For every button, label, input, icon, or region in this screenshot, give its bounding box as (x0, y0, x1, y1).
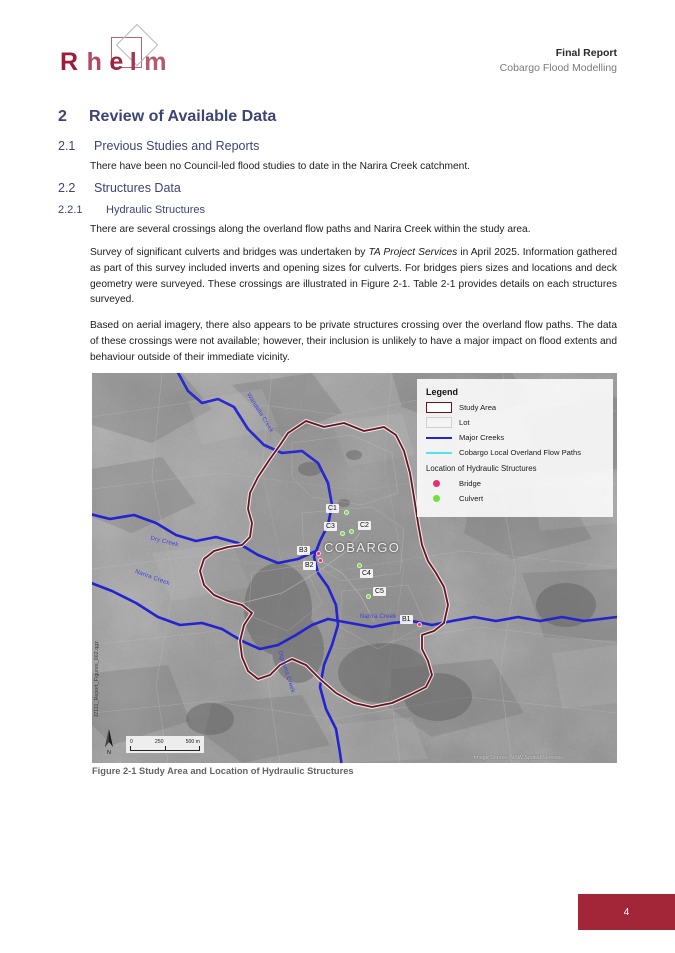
lot-swatch-icon (426, 417, 452, 428)
heading-number: 2.1 (58, 139, 76, 153)
heading-section-2-1 (58, 139, 259, 153)
legend-subheading: Location of Hydraulic Structures (426, 464, 537, 473)
overland-flow-line-icon (426, 447, 452, 458)
study-area-swatch-icon (426, 402, 452, 413)
logo-letter-m: m (144, 48, 168, 76)
heading-section-2-2-1 (58, 204, 205, 216)
culvert-marker-c1 (344, 510, 349, 515)
logo-letter-e: e (109, 48, 125, 76)
rhelm-logo (60, 34, 190, 86)
creek-label: Wandella Creek (245, 392, 275, 434)
paragraph-private-structures: Based on aerial imagery, there also appears to be private structures crossing over the overland flow paths. The data of these crossings were not available; however, their inclusion is unlikely to have a major impact on flood extents and behaviour outside of their immediate vicinity. (90, 320, 617, 363)
map-scale-bar (126, 736, 204, 753)
legend-label: Culvert (459, 493, 484, 503)
bridge-marker-b1 (417, 622, 422, 627)
legend-item-major-creeks (426, 432, 604, 443)
scale-tick-labels (130, 739, 200, 745)
project-file-reference: J2111_Report_Figures_002.qgz (94, 640, 100, 717)
culvert-dot-icon (426, 493, 452, 504)
report-title: Final Report (555, 47, 617, 59)
paragraph-survey (90, 245, 617, 308)
page-header (0, 0, 675, 96)
creek-label: Dry Creek (149, 535, 180, 549)
culvert-marker-c2 (349, 529, 354, 534)
logo-letter-l: l (129, 48, 139, 76)
legend-item-lot (426, 417, 604, 428)
legend-title: Legend (426, 387, 459, 397)
structure-label-c1: C1 (328, 504, 337, 512)
page-number: 4 (623, 906, 630, 918)
structure-label-b1: B1 (402, 615, 411, 623)
structure-label-b3: B3 (299, 546, 308, 554)
legend-item-study-area (426, 402, 604, 413)
legend-item-bridge (426, 478, 604, 489)
legend-label: Study Area (459, 402, 497, 412)
legend-label: Major Creeks (459, 432, 505, 442)
heading-number: 2.2.1 (58, 204, 83, 216)
heading-title: Review of Available Data (89, 108, 277, 125)
bridge-marker-b3 (316, 551, 321, 556)
north-label: N (107, 750, 111, 756)
scale-bar-graphic (130, 746, 200, 751)
header-text-block (500, 46, 617, 76)
heading-section-2 (58, 108, 276, 126)
creek-label: Narira Creek (360, 614, 397, 620)
creek-label: Narira Creek (134, 568, 171, 588)
paragraph-crossings: There are several crossings along the overland flow paths and Narira Creek within the study area. (90, 224, 531, 235)
bridge-marker-b2 (318, 558, 323, 563)
structure-label-c3: C3 (326, 522, 335, 530)
figure-2-1 (92, 373, 617, 763)
survey-text-a: Survey of significant culverts and bridges was undertaken by (90, 247, 369, 258)
logo-letter-h: h (86, 48, 104, 76)
heading-number: 2 (58, 108, 67, 125)
image-source-credit: Image Source: NSW Spatial Services (473, 755, 563, 761)
structure-label-c5: C5 (375, 587, 384, 595)
report-subtitle: Cobargo Flood Modelling (499, 62, 617, 75)
north-arrow-glyph (102, 729, 116, 748)
culvert-marker-c3 (340, 531, 345, 536)
legend-label: Lot (459, 417, 470, 427)
legend-item-overland-flow-paths (426, 447, 604, 458)
paragraph-2-1: There have been no Council-led flood studies to date in the Narira Creek catchment. (90, 161, 470, 172)
structure-label-c2: C2 (360, 521, 369, 529)
legend-item-culvert (426, 493, 604, 504)
heading-number: 2.2 (58, 181, 76, 195)
scale-tick: 0 (130, 739, 133, 745)
map-legend (417, 379, 613, 517)
structure-label-c4: C4 (362, 569, 371, 577)
figure-caption: Figure 2-1 Study Area and Location of Hydraulic Structures (92, 766, 354, 776)
survey-company-name: TA Project Services (368, 247, 458, 258)
logo-letter-r: R (60, 48, 80, 76)
major-creek-line-icon (426, 432, 452, 443)
town-label-cobargo: COBARGO (324, 540, 401, 555)
creek-label: Dignams Creek (276, 650, 296, 694)
bridge-dot-icon (426, 478, 452, 489)
structure-label-b2: B2 (305, 561, 314, 569)
map-image (92, 373, 617, 763)
heading-title: Structures Data (94, 181, 181, 195)
survey-text-b: in April 2025. Information gathered as part of this survey included inverts and opening sizes for culverts. For bridges piers sizes and locations and deck geometry were surveyed. These crossings are illustrated in Figure 2-1. Table 2-1 provides details on each structures surveyed. (90, 247, 617, 306)
scale-tick: 500 m (185, 739, 200, 745)
scale-tick: 250 (154, 739, 164, 745)
culvert-marker-c5 (366, 594, 371, 599)
heading-title: Hydraulic Structures (106, 204, 206, 216)
north-arrow-icon (102, 729, 116, 755)
culvert-marker-c4 (357, 563, 362, 568)
heading-title: Previous Studies and Reports (94, 139, 260, 153)
legend-label: Bridge (459, 478, 481, 488)
page-number-badge (578, 894, 675, 930)
logo-wordmark (60, 50, 168, 75)
legend-label: Cobargo Local Overland Flow Paths (459, 447, 581, 457)
heading-section-2-2 (58, 181, 181, 195)
